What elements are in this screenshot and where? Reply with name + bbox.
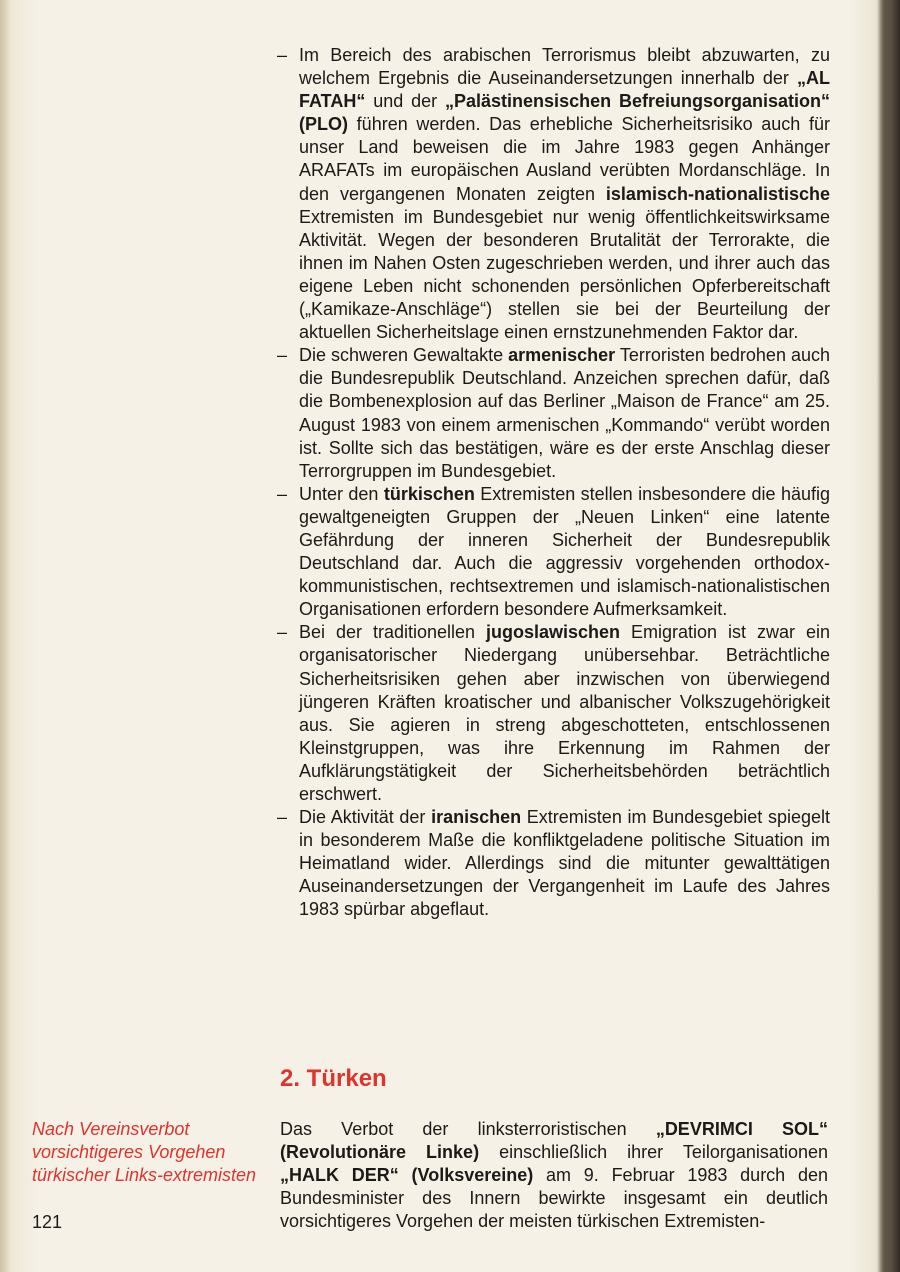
text-run: und der: [365, 91, 446, 112]
bullet-dash: –: [277, 483, 288, 504]
bold-term-turkish: türkischen: [383, 483, 475, 504]
text-run: Terroristen bedrohen auch die Bundesrepublik Deutschland. Anzeichen sprechen dafür, daß die Bombenexplosion auf das Berliner „Maison de France“ am 25. August 1983 von einem armenischen „Kommando“ verübt worden ist. Sollte sich das bestätigen, wäre es der erste Anschlag dieser Terrorgruppen im Bundesgebiet.: [299, 345, 830, 481]
bullet-dash: –: [277, 345, 288, 366]
bold-term-devrimci-sol: „DEVRIMCI SOL“ (Revolutionäre Linke): [280, 1119, 828, 1163]
text-run: Extremisten im Bundesgebiet nur wenig öffentlichkeitswirksame Aktivität. Wegen der besonderen Brutalität der Terrorakte, die ihnen im Nahen Osten zugeschrieben werden, und ihrer auch das eigene Leben nicht schonenden persönlichen Opferbereitschaft („Kamikaze-Anschläge“) stellen sie bei der Beurteilung der aktuellen Sicherheitslage einen ernstzunehmenden Faktor dar.: [299, 206, 830, 343]
binding-edge: [0, 0, 10, 1272]
text-run: einschließlich ihrer Teilorganisationen: [479, 1142, 828, 1163]
bullet-dash: –: [277, 45, 288, 65]
text-run: führen werden. Das erhebliche Sicherheitsrisiko auch für unser Land beweisen die im Jahre 1983 gegen Anhänger ARAFATs im europäischen Ausland verübten Mordanschläge. In den vergangenen Monaten zeigten: [299, 114, 830, 204]
bullet-list: [277, 44, 830, 922]
bold-term-plo: „Palästinensischen Befreiungsorganisation“ (PLO): [299, 91, 830, 135]
text-run: Extremisten stellen insbesondere die häufig gewaltgeneigten Gruppen der „Neuen Linken“ eine latente Gefährdung der inneren Sicherheit der Bundesrepublik Deutschland dar. Auch die aggressiv vorgehenden orthodox-kommunistischen, rechtsextremen und islamisch-nationalistischen Organisationen erfordern besondere Aufmerksamkeit.: [299, 483, 830, 620]
bullet-yugoslav: [277, 621, 830, 806]
bold-term-armenian: armenischer: [508, 345, 616, 366]
bold-term-halk-der: „HALK DER“ (Volksvereine): [280, 1165, 534, 1186]
bold-term-islamic-nationalist: islamisch-nationalistische: [605, 183, 830, 204]
bullet-turkish: [277, 483, 830, 622]
bold-term-iranian: iranischen: [431, 807, 522, 828]
text-run: Das Verbot der linksterroristischen: [280, 1119, 656, 1139]
text-run: Emigration ist zwar ein organisatorischer Niedergang unübersehbar. Beträchtliche Sicherheitsrisiken gehen aber inzwischen von überwiegend jüngeren Kräften kroatischer und albanischer Volkszugehörigkeit aus. Sie agieren in streng abgeschotteten, entschlossenen Kleinstgruppen, was ihre Erkennung im Rahmen der Aufklärungstätigkeit der Sicherheitsbehörden beträchtlich erschwert.: [299, 622, 830, 804]
text-run: Die schweren Gewaltakte: [299, 345, 509, 366]
text-run: am 9. Februar 1983 durch den Bundesminister des Innern bewirkte insgesamt ein deutlich vorsichtigeres Vorgehen der meisten türkischen Extremisten-: [280, 1165, 828, 1232]
text-run: Bei der traditionellen: [299, 622, 487, 643]
page-number: 121: [32, 1212, 63, 1232]
section-paragraph: [280, 1118, 828, 1233]
text-run: Unter den: [299, 483, 384, 504]
bullet-arab-terrorism: [277, 44, 830, 344]
text-run: Im Bereich des arabischen Terrorismus bleibt abzuwarten, zu welchem Ergebnis die Auseinandersetzungen innerhalb der: [299, 45, 830, 89]
page-right-edge-shadow: [876, 0, 900, 1272]
bold-term-yugoslav: jugoslawischen: [486, 622, 621, 643]
text-run: Extremisten im Bundesgebiet spiegelt in besonderem Maße die konfliktgeladene politische Situation im Heimatland wider. Allerdings sind die mitunter gewalttätigen Auseinandersetzungen der Vergangenheit im Laufe des Jahres 1983 spürbar abgeflaut.: [299, 807, 830, 920]
text-run: Die Aktivität der: [299, 807, 432, 828]
bullet-dash: –: [277, 807, 288, 828]
margin-note: Nach Vereinsverbot vorsichtigeres Vorgehen türkischer Links-extremisten: [32, 1119, 257, 1186]
section-heading: 2. Türken: [280, 1065, 387, 1092]
bullet-iranian: [277, 806, 830, 921]
bold-term-al-fatah: „AL FATAH“: [299, 68, 830, 112]
bullet-armenian: [277, 344, 830, 483]
bullet-dash: –: [277, 622, 288, 643]
